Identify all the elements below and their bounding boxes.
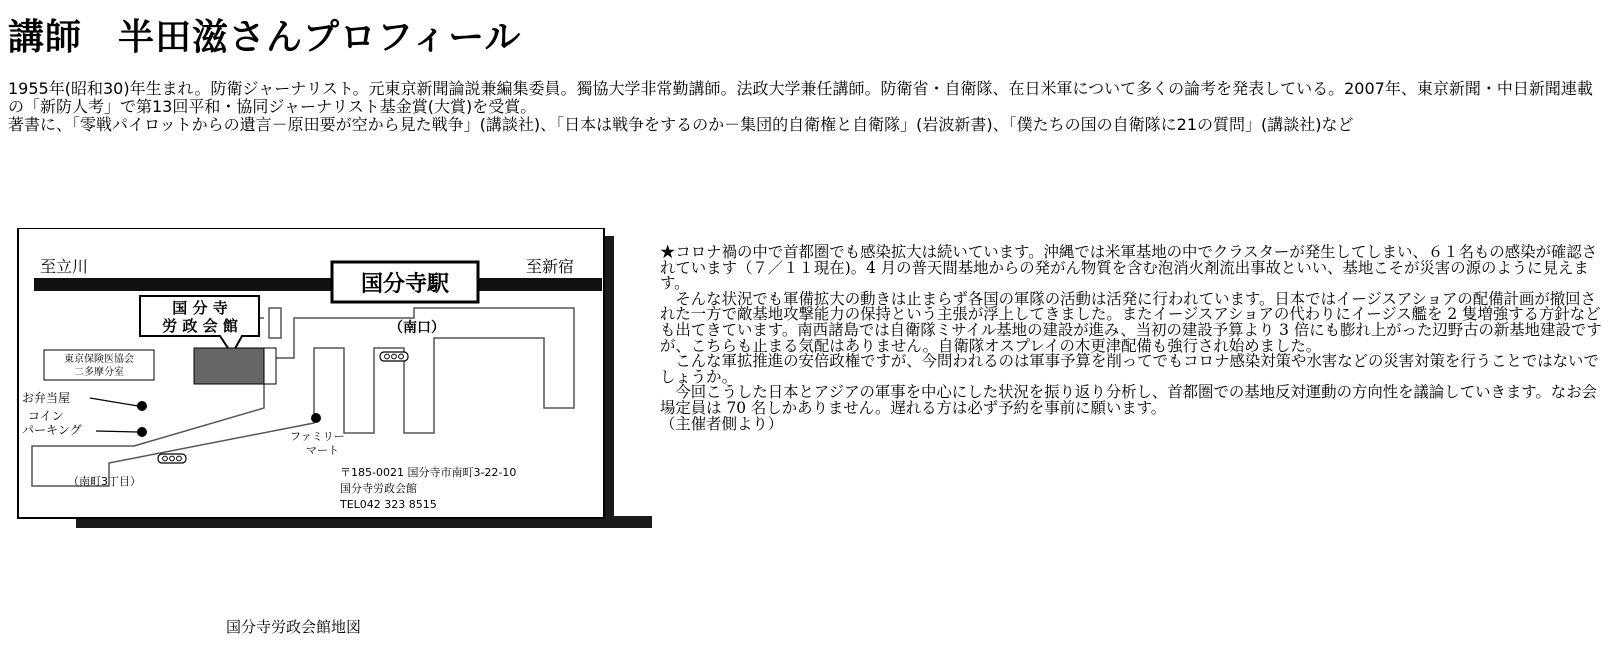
map-image	[14, 228, 654, 553]
speaker-bio	[8, 80, 1608, 134]
map-caption: 国分寺労政会館地図	[226, 618, 362, 636]
traffic-signal-minamicho	[158, 454, 186, 463]
bento-label: お弁当屋	[22, 391, 71, 405]
coin-parking-marker	[137, 427, 147, 437]
familymart-line2: マート	[306, 444, 339, 457]
venue-annex	[264, 348, 276, 384]
minamicho-label: （南町3丁目）	[68, 475, 141, 488]
familymart-line1: ファミリー	[290, 430, 345, 443]
venue-line1: 国 分 寺	[172, 299, 228, 317]
railway-line	[34, 278, 602, 291]
familymart-marker	[311, 413, 321, 423]
hall-label: 国分寺労政会館	[340, 482, 417, 495]
article-paragraph: そんな状況でも軍備拡大の動きは止まらず各国の軍隊の活動は活発に行われています。日本ではイージスアショアの配備計画が撤回された一方で敵基地攻撃能力の保持という主張が浮上してきました。またイージスアショアの代わりにイージス艦を 2 隻増強する方針なども出てきています。南西諸島では自衛隊ミサイル基地の建設が進み、当初の建設予算より 3 倍にも膨れ上がった辺野古の新基地建設ですが、こちらも止まる気配はありません。自衛隊オスプレイの木更津配備も強行され始めました。	[660, 289, 1602, 355]
bento-marker	[137, 401, 147, 411]
article-paragraph: ★コロナ禍の中で首都圏でも感染拡大は続いています。沖縄では米軍基地の中でクラスターが発生してしまい、６１名もの感染が確認されています（７／１１現在)。4 月の普天間基地からの発がん物質を含む泡消火剤流出事故といい、基地こそが災害の源のように見えます。	[660, 243, 1598, 293]
clinic-line1: 東京保険医協会	[64, 354, 134, 365]
south-exit-label: （南口）	[389, 320, 445, 336]
tel-label: TEL042 323 8515	[340, 498, 437, 511]
organizer-note: （主催者側より）	[660, 414, 784, 433]
bio-paragraph: 著書に、「零戦パイロットからの遺言－原田要が空から見た戦争」(講談社)、「日本は戦争をするのか－集団的自衛権と自衛隊」(岩波新書)、「僕たちの国の自衛隊に21の質問」(講談社)など	[8, 115, 1354, 134]
venue-line2: 労 政 会 館	[162, 317, 238, 335]
station-label: 国分寺駅	[360, 272, 450, 297]
title-role: 講師	[8, 17, 83, 58]
bio-paragraph: 1955年(昭和30)年生まれ。防衛ジャーナリスト。元東京新聞論説兼編集委員。獨協大学非常勤講師。法政大学兼任講師。防衛省・自衛隊、在日米軍について多くの論考を発表している。2007年、東京新聞・中日新聞連載の「新防人考」で第13回平和・協同ジャーナリスト基金賞(大賞)を受賞。	[8, 79, 1593, 116]
event-description	[660, 245, 1610, 432]
venue-map	[14, 228, 654, 553]
article-paragraph: こんな軍拡推進の安倍政権ですが、今問われるのは軍事予算を削ってでもコロナ感染対策や水害などの災害対策を行うことではないでしょうか。	[660, 352, 1599, 386]
venue-building	[194, 348, 264, 384]
page-title	[8, 14, 521, 62]
coin-parking-line1: コイン	[28, 409, 64, 423]
article-paragraph: 今回こうした日本とアジアの軍事を中心にした状況を振り返り分析し、首都圏での基地反対運動の方向性を議論していきます。なお会場定員は 70 名しかありません。遅れる方は必ず予約を事前に願います。	[660, 383, 1597, 417]
address-label: 〒185-0021 国分寺市南町3-22-10	[340, 466, 517, 479]
direction-tachikawa: 至立川	[40, 257, 89, 276]
coin-parking-line2: パーキング	[22, 423, 82, 437]
title-name: 半田滋さんプロフィール	[118, 17, 522, 58]
traffic-signal-station	[380, 352, 408, 361]
clinic-line2: 二多摩分室	[74, 367, 124, 378]
direction-shinjuku: 至新宿	[526, 257, 575, 276]
